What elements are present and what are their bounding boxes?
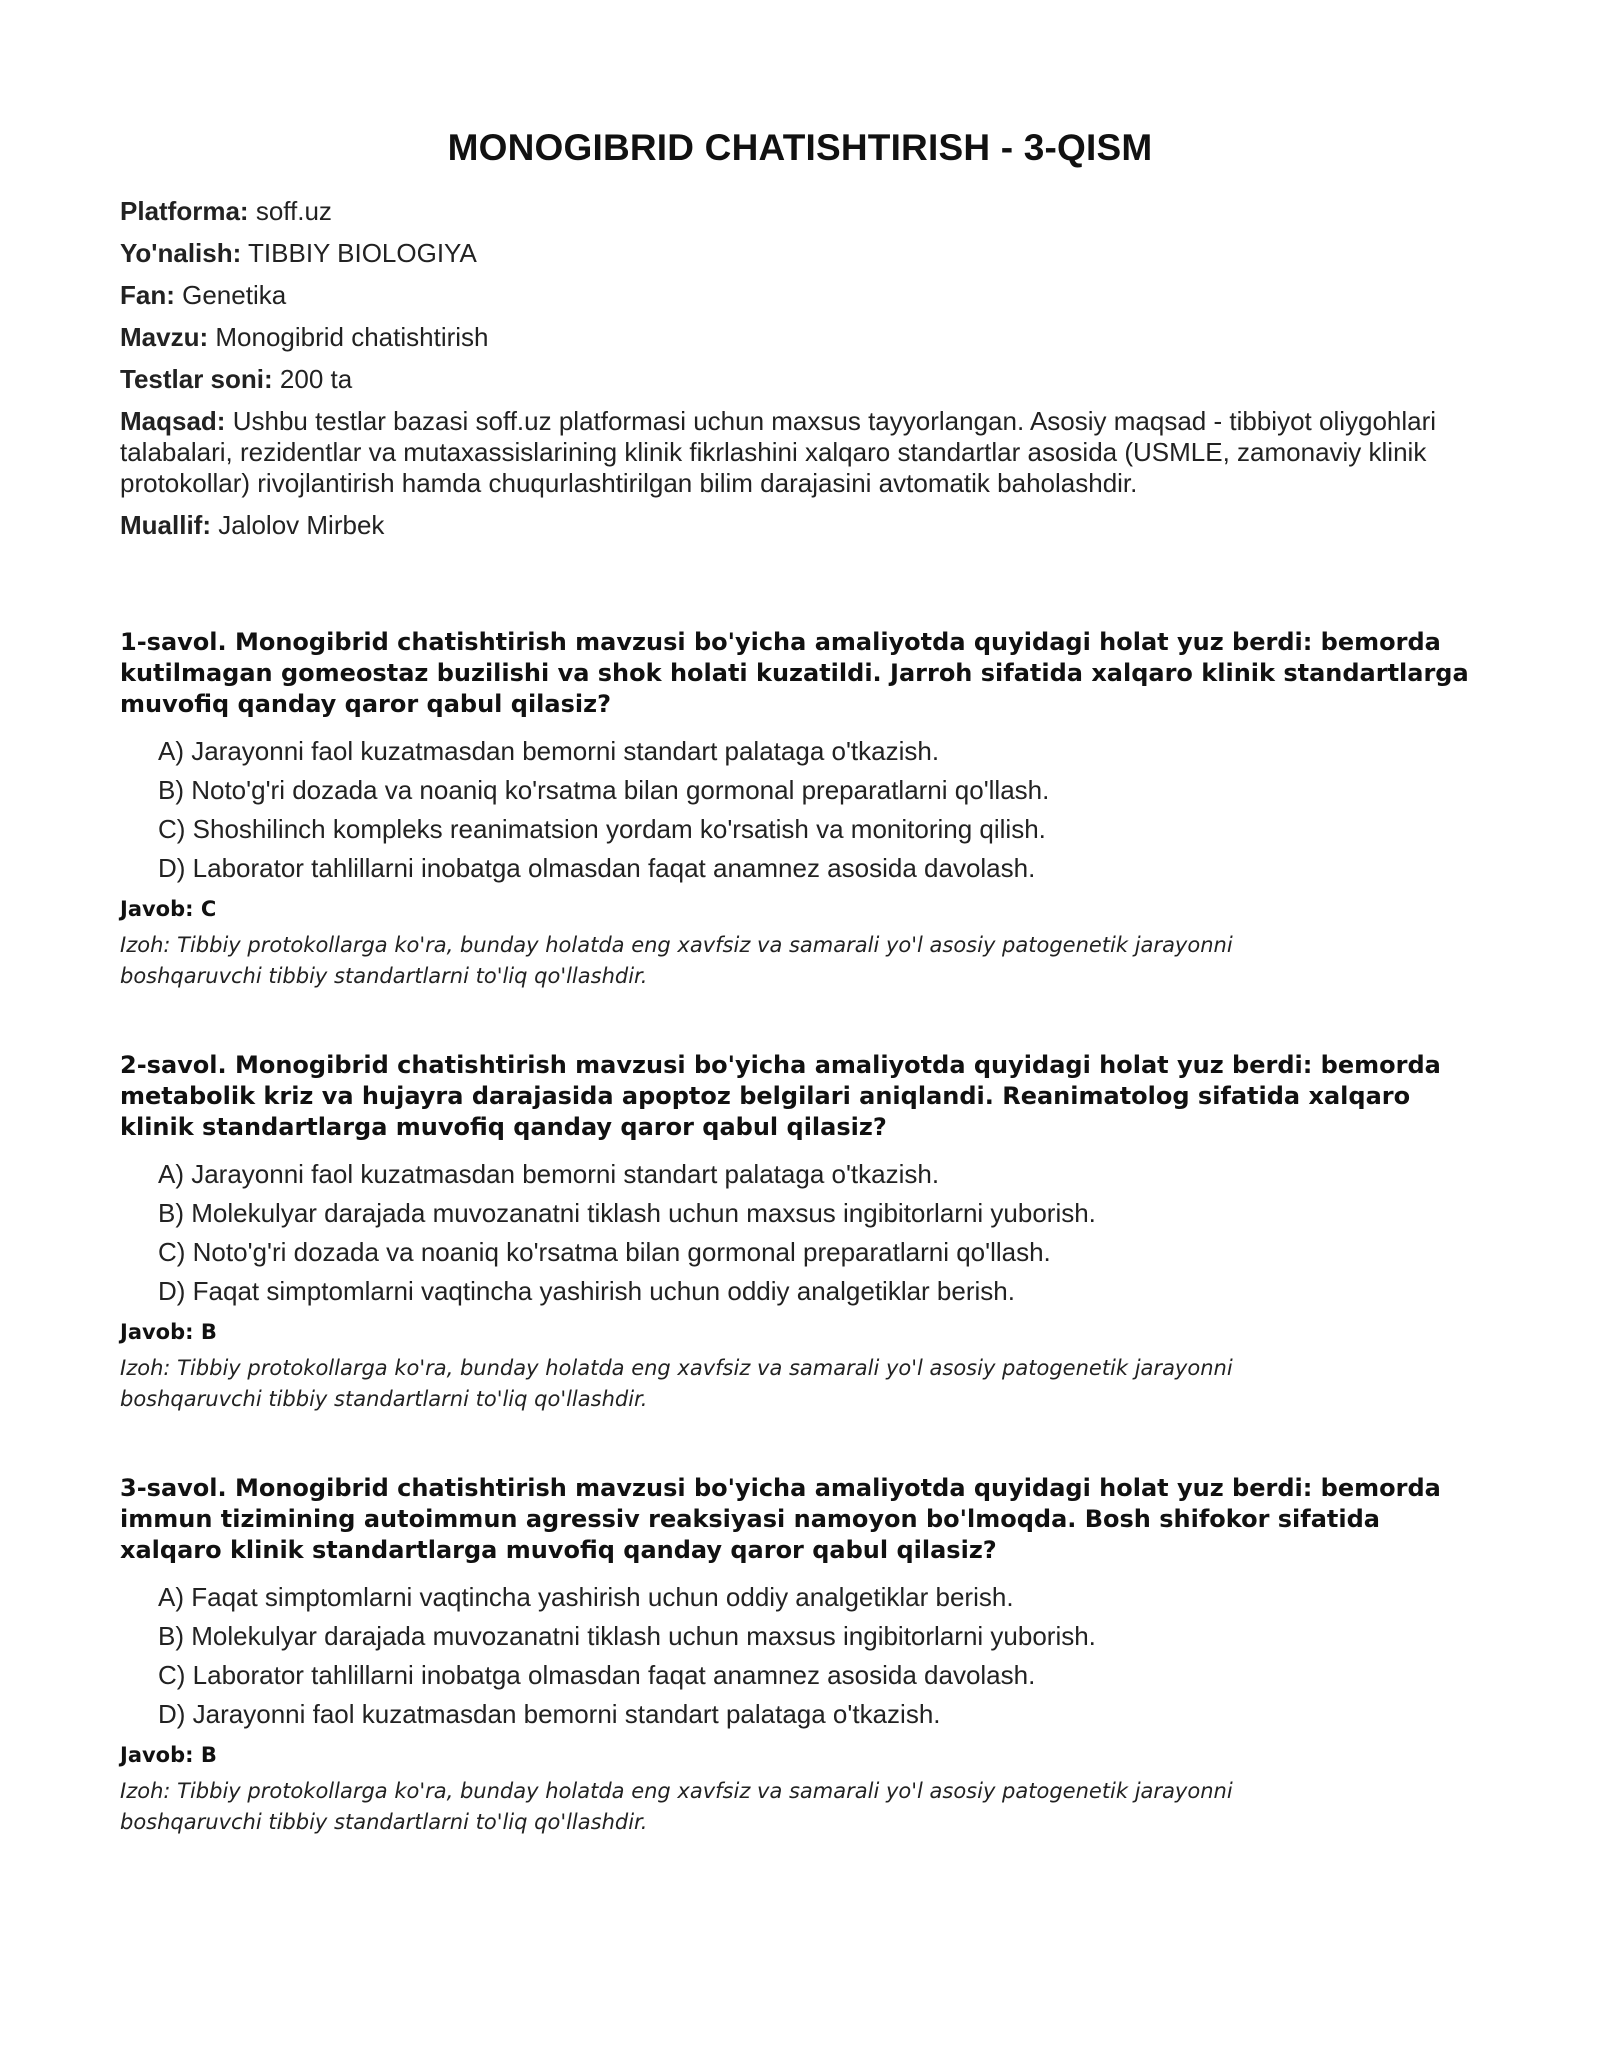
meta-purpose-value: Ushbu testlar bazasi soff.uz platformasi uchun maxsus tayyorlangan. Asosiy maqsad - tibbiyot oliygohlari talabalari, rezidentlar va mutaxassislarining klinik fikrlashini xalqaro standartlar asosida (USMLE, zamonaviy klinik protokollar) rivojlantirish hamda chuqurlashtirilgan bilim darajasini avtomatik baholashdir. (120, 406, 1437, 498)
meta-platform (120, 196, 1480, 227)
meta-subject-key: Fan: (120, 280, 175, 310)
meta-direction-key: Yo'nalish: (120, 238, 242, 268)
option-a: A) Jarayonni faol kuzatmasdan bemorni standart palataga o'tkazish. (158, 736, 940, 766)
option-a: A) Faqat simptomlarni vaqtincha yashirish uchun oddiy analgetiklar berish. (158, 1582, 1014, 1612)
question-text: 1-savol. Monogibrid chatishtirish mavzusi bo'yicha amaliyotda quyidagi holat yuz berdi: bemorda kutilmagan gomeostaz buzilishi va shok holati kuzatildi. Jarroh sifatida xalqaro klinik standartlarga muvofiq qanday qaror qabul qilasiz? (120, 628, 1469, 718)
option-c: C) Noto'g'ri dozada va noaniq ko'rsatma bilan gormonal preparatlarni qo'llash. (158, 1237, 1051, 1267)
meta-topic-value: Monogibrid chatishtirish (215, 322, 489, 352)
question-1 (120, 627, 1480, 992)
question-text: 2-savol. Monogibrid chatishtirish mavzusi bo'yicha amaliyotda quyidagi holat yuz berdi: bemorda metabolik kriz va hujayra darajasida apoptoz belgilari aniqlandi. Reanimatolog sifatida xalqaro klinik standartlarga muvofiq qanday qaror qabul qilasiz? (120, 1051, 1441, 1141)
option-d: D) Laborator tahlillarni inobatga olmasdan faqat anamnez asosida davolash. (158, 853, 1036, 883)
explanation-note: Izoh: Tibbiy protokollarga ko'ra, bunday holatda eng xavfsiz va samarali yo'l asosiy patogenetik jarayonni boshqaruvchi tibbiy standartlarni to'liq qo'llashdir. (120, 1356, 1233, 1411)
meta-platform-value: soff.uz (255, 196, 332, 226)
document-title: MONOGIBRID CHATISHTIRISH - 3-QISM (447, 127, 1153, 168)
explanation-note: Izoh: Tibbiy protokollarga ko'ra, bunday holatda eng xavfsiz va samarali yo'l asosiy patogenetik jarayonni boshqaruvchi tibbiy standartlarni to'liq qo'llashdir. (120, 1779, 1233, 1834)
answer-label: Javob: B (120, 1320, 217, 1344)
answer-label: Javob: C (120, 897, 217, 921)
metadata-block (120, 196, 1480, 541)
question-3 (120, 1473, 1480, 1838)
meta-direction (120, 238, 1480, 269)
meta-author-value: Jalolov Mirbek (218, 510, 385, 540)
meta-author-key: Muallif: (120, 510, 211, 540)
option-d: D) Faqat simptomlarni vaqtincha yashirish uchun oddiy analgetiklar berish. (158, 1276, 1015, 1306)
option-c: C) Laborator tahlillarni inobatga olmasdan faqat anamnez asosida davolash. (158, 1660, 1036, 1690)
document-page (120, 0, 1480, 1896)
meta-platform-key: Platforma: (120, 196, 249, 226)
meta-test-count (120, 364, 1480, 395)
meta-subject (120, 280, 1480, 311)
meta-test-count-value: 200 ta (279, 364, 353, 394)
explanation-note: Izoh: Tibbiy protokollarga ko'ra, bunday holatda eng xavfsiz va samarali yo'l asosiy patogenetik jarayonni boshqaruvchi tibbiy standartlarni to'liq qo'llashdir. (120, 933, 1233, 988)
answer-label: Javob: B (120, 1743, 217, 1767)
option-a: A) Jarayonni faol kuzatmasdan bemorni standart palataga o'tkazish. (158, 1159, 940, 1189)
meta-author (120, 510, 1480, 541)
question-2 (120, 1050, 1480, 1415)
option-d: D) Jarayonni faol kuzatmasdan bemorni standart palataga o'tkazish. (158, 1699, 941, 1729)
meta-topic (120, 322, 1480, 353)
meta-direction-value: TIBBIY BIOLOGIYA (248, 238, 477, 268)
questions-list (120, 627, 1480, 1838)
option-b: B) Molekulyar darajada muvozanatni tiklash uchun maxsus ingibitorlarni yuborish. (158, 1621, 1096, 1651)
question-text: 3-savol. Monogibrid chatishtirish mavzusi bo'yicha amaliyotda quyidagi holat yuz berdi: bemorda immun tizimining autoimmun agressiv reaksiyasi namoyon bo'lmoqda. Bosh shifokor sifatida xalqaro klinik standartlarga muvofiq qanday qaror qabul qilasiz? (120, 1474, 1441, 1564)
meta-test-count-key: Testlar soni: (120, 364, 273, 394)
option-b: B) Molekulyar darajada muvozanatni tiklash uchun maxsus ingibitorlarni yuborish. (158, 1198, 1096, 1228)
meta-purpose (120, 406, 1480, 499)
option-b: B) Noto'g'ri dozada va noaniq ko'rsatma bilan gormonal preparatlarni qo'llash. (158, 775, 1050, 805)
meta-topic-key: Mavzu: (120, 322, 209, 352)
meta-purpose-key: Maqsad: (120, 406, 226, 436)
option-c: C) Shoshilinch kompleks reanimatsion yordam ko'rsatish va monitoring qilish. (158, 814, 1046, 844)
meta-subject-value: Genetika (182, 280, 287, 310)
